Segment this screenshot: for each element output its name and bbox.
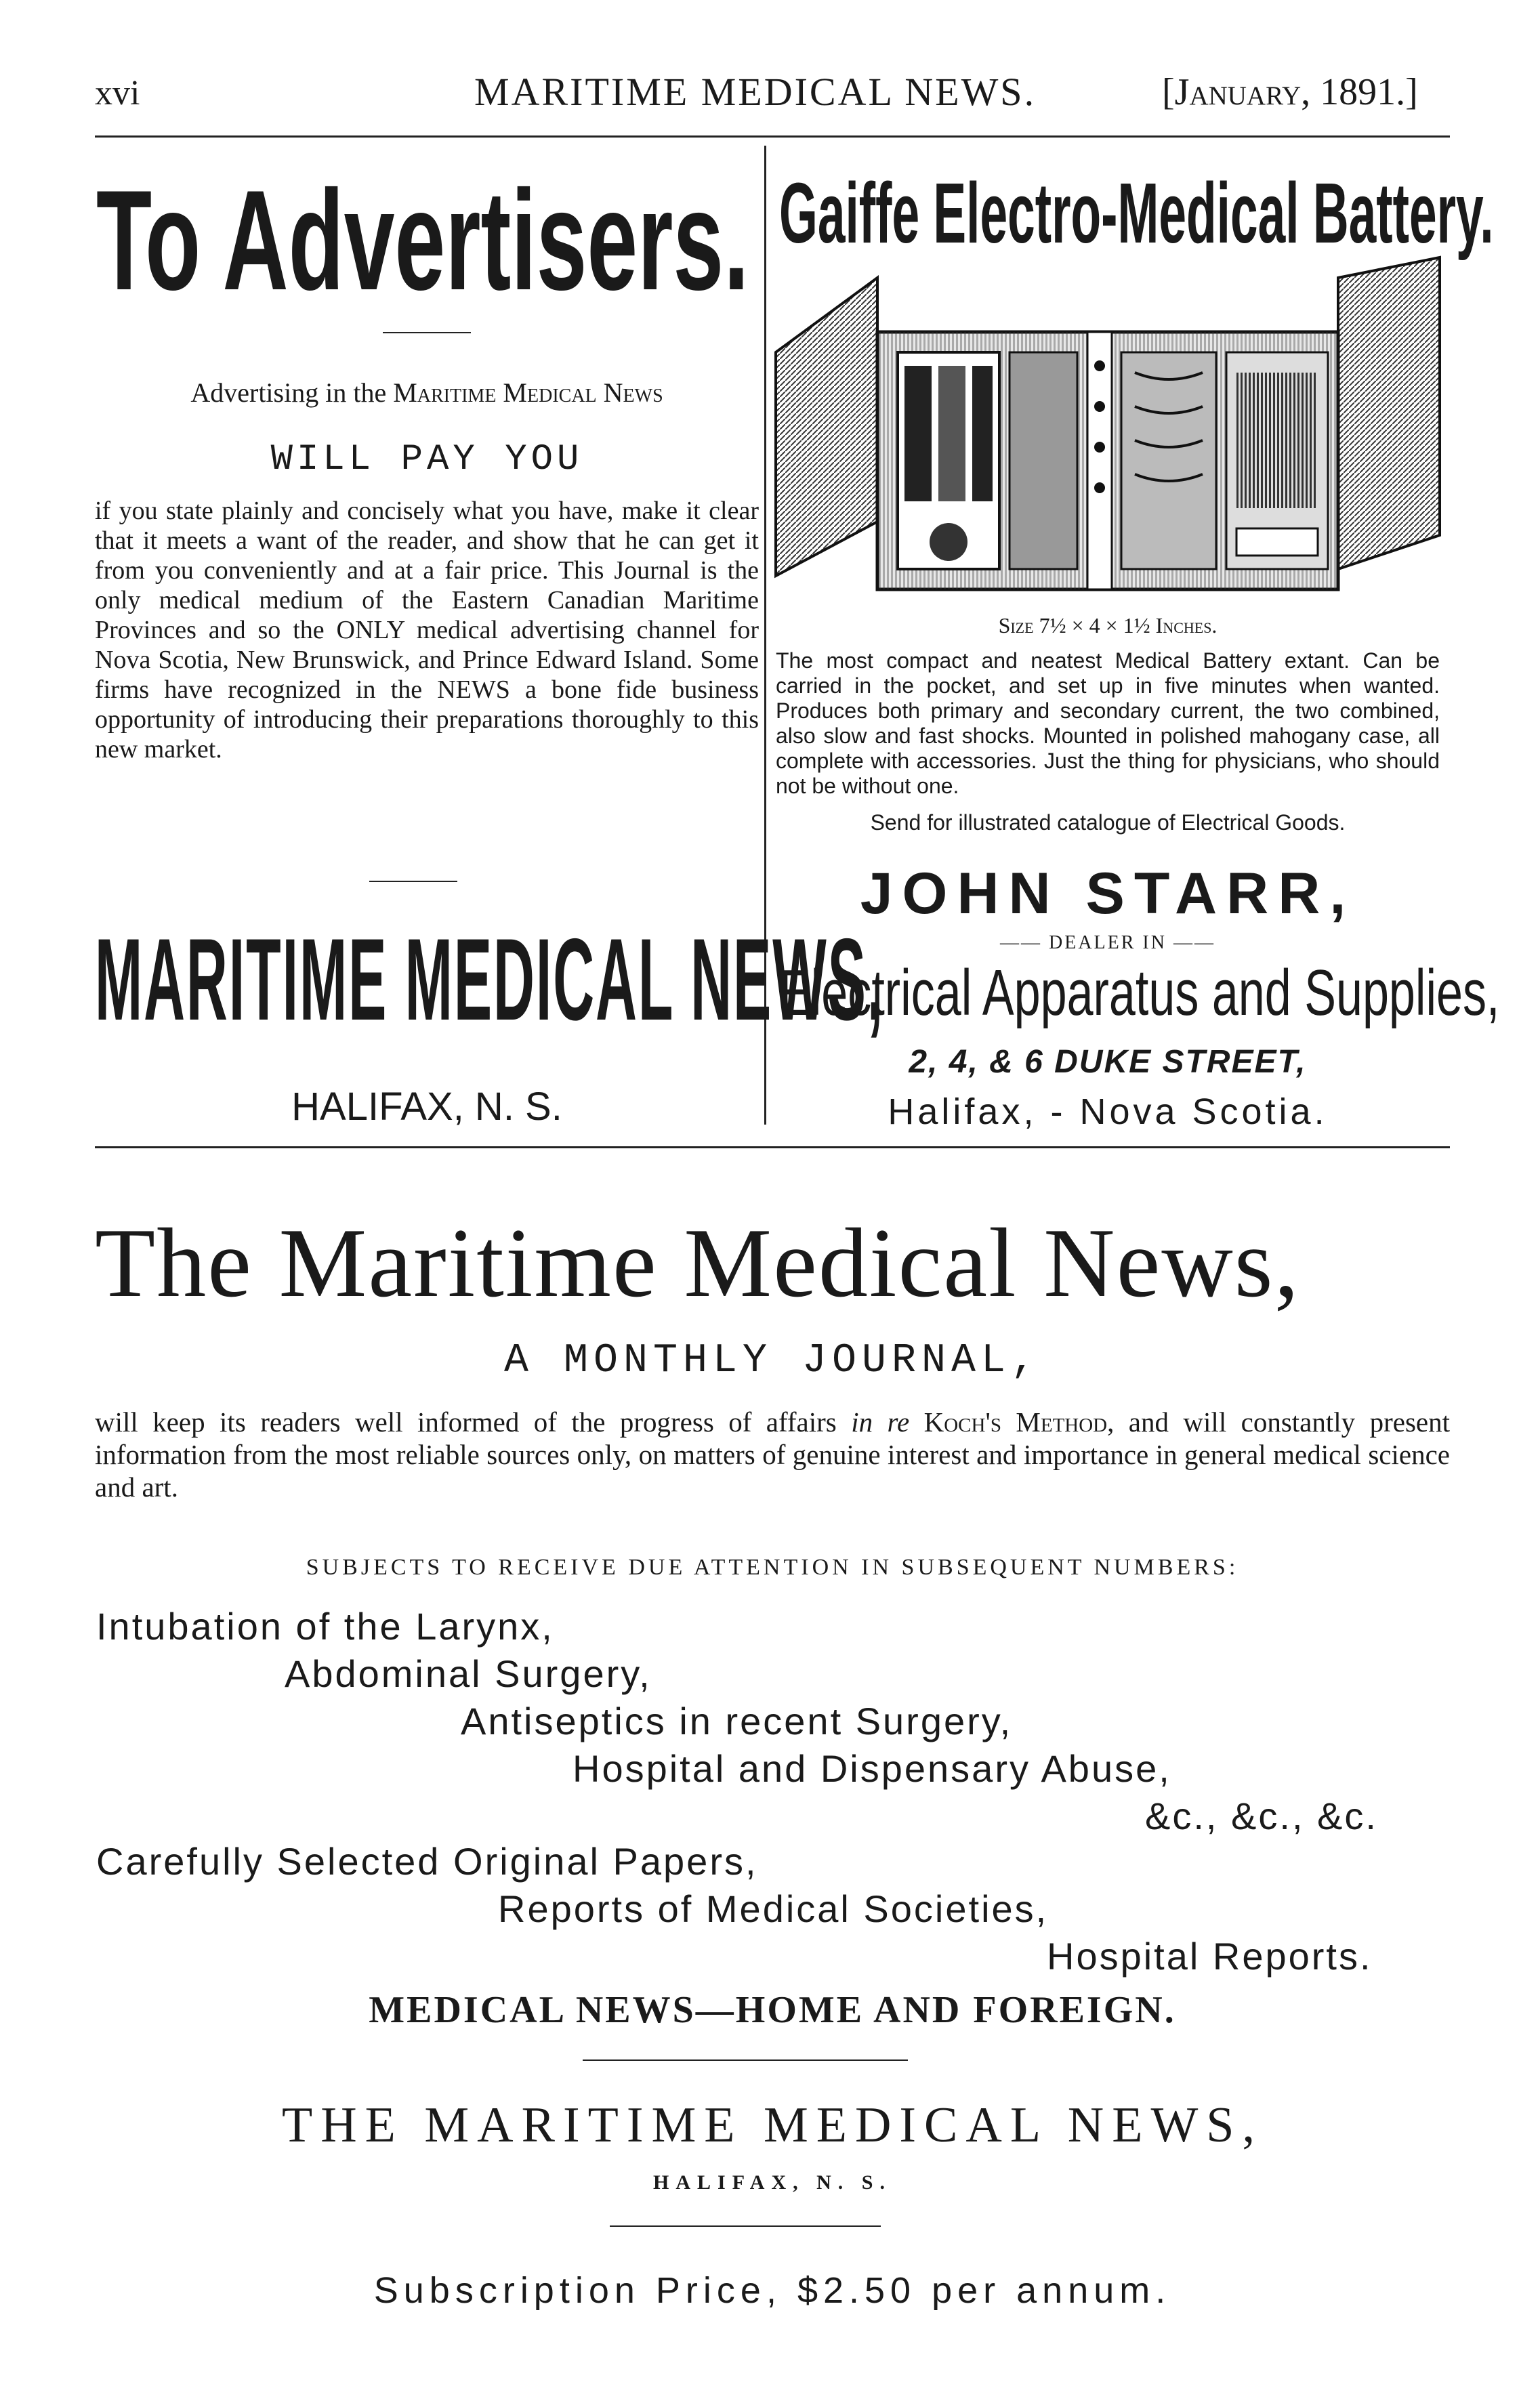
news-heading: MEDICAL NEWS—HOME AND FOREIGN. xyxy=(369,1989,1176,2031)
subjects-heading: SUBJECTS TO RECEIVE DUE ATTENTION IN SUBSEQUENT NUMBERS: xyxy=(306,1555,1239,1580)
journal-title-left: MARITIME MEDICAL NEWS, xyxy=(95,915,885,1045)
subject-item: Intubation of the Larynx, xyxy=(96,1605,554,1648)
catalogue-note: Send for illustrated catalogue of Electrical Goods. xyxy=(870,810,1346,835)
subject-item: Hospital and Dispensary Abuse, xyxy=(573,1747,1171,1790)
battery-title: Gaiffe Electro-Medical Battery. xyxy=(779,165,1494,261)
subject-item: &c., &c., &c. xyxy=(1145,1795,1378,1837)
subscription-price: Subscription Price, $2.50 per annum. xyxy=(373,2270,1171,2311)
section-rule xyxy=(95,1146,1450,1148)
subject-item: Carefully Selected Original Papers, xyxy=(96,1840,758,1883)
advertisers-intro-journal: Maritime Medical News xyxy=(393,377,663,408)
advertisers-heading: To Advertisers. xyxy=(96,161,749,320)
journal-description-part1: will keep its readers well informed of the progress of affairs xyxy=(95,1406,837,1438)
issue-date: [January, 1891.] xyxy=(1162,71,1418,113)
dealer-name: JOHN STARR, xyxy=(860,861,1356,926)
battery-description: The most compact and neatest Medical Battery extant. Can be carried in the pocket, and set up in five minutes when wanted. Produces both primary and secondary current, the two combined, also slow and fast shocks. Mounted in polished mahogany case, all complete with accessories. Just the thing for physicians, who should not be without one. xyxy=(776,648,1440,798)
journal-description-method: Koch's Method xyxy=(923,1406,1108,1438)
battery-size-caption: Size 7½ × 4 × 1½ Inches. xyxy=(998,613,1218,637)
page-number: xvi xyxy=(95,74,140,112)
short-rule xyxy=(583,2059,908,2061)
dealer-city: Halifax, - Nova Scotia. xyxy=(888,1091,1328,1132)
dealer-goods: Electrical Apparatus and Supplies, xyxy=(779,957,1500,1029)
advertisers-intro xyxy=(95,377,759,409)
subject-item: Reports of Medical Societies, xyxy=(498,1887,1049,1930)
advertisers-intro-prefix: Advertising in the xyxy=(190,377,387,408)
subject-item: Hospital Reports. xyxy=(1047,1935,1373,1978)
journal-title: The Maritime Medical News, xyxy=(95,1208,1301,1318)
subject-item: Antiseptics in recent Surgery, xyxy=(461,1700,1013,1742)
footer-journal-title: THE MARITIME MEDICAL NEWS, xyxy=(282,2097,1263,2153)
footer-city: HALIFAX, N. S. xyxy=(653,2171,892,2194)
dealer-in-label: —— DEALER IN —— xyxy=(1000,932,1215,953)
journal-subtitle: A MONTHLY JOURNAL, xyxy=(503,1338,1041,1384)
short-rule xyxy=(383,332,471,333)
short-rule xyxy=(610,2225,881,2227)
journal-city-left: HALIFAX, N. S. xyxy=(291,1085,562,1129)
journal-description xyxy=(95,1406,1450,1503)
will-pay-you: WILL PAY YOU xyxy=(270,439,583,480)
subject-item: Abdominal Surgery, xyxy=(285,1652,652,1695)
journal-description-part2: , and will constantly present information from the most reliable sources only, on matters of genuine interest and importance in general medical science and art. xyxy=(95,1406,1450,1503)
running-head: MARITIME MEDICAL NEWS. xyxy=(474,70,1037,114)
journal-description-italic: in re xyxy=(851,1406,910,1438)
advertisers-body: if you state plainly and concisely what you have, make it clear that it meets a want of the reader, and show that he can get it from you conveniently and at a fair price. This Journal is the only medical medium of the Eastern Canadian Maritime Provinces and so the ONLY medical advertising channel for Nova Scotia, New Brunswick, and Prince Edward Island. Some firms have recognized in the NEWS a bone fide business opportunity of introducing their preparations thoroughly to this new market. xyxy=(95,497,759,764)
dealer-street: 2, 4, & 6 DUKE STREET, xyxy=(909,1044,1307,1080)
battery-illustration xyxy=(769,251,1447,603)
header-rule xyxy=(95,135,1450,138)
short-rule xyxy=(369,881,457,882)
